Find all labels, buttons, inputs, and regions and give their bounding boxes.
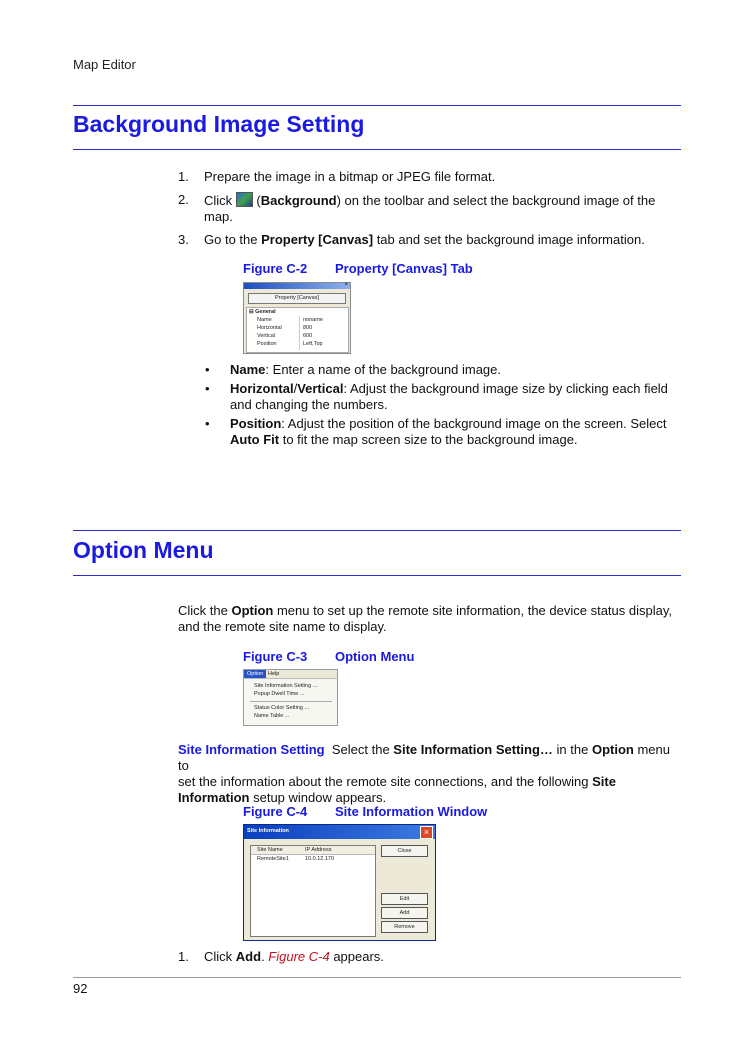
property-value[interactable]: 600 (303, 333, 313, 339)
column-ip-address[interactable]: IP Address (305, 847, 332, 853)
intro-paragraph: Click the Option menu to set up the remote site information, the device status display, and the remote site name to display. (178, 603, 672, 634)
property-key: Vertical (257, 333, 276, 339)
menu-help[interactable]: Help (268, 671, 280, 677)
property-key: Name (257, 317, 272, 323)
bullet-text: Position: Adjust the position of the background image on the screen. Select Auto Fit to fit the map screen size to the background image. (230, 416, 667, 447)
remove-button[interactable]: Remove (381, 921, 428, 933)
section-title-background: Background Image Setting (73, 111, 365, 137)
ip-address-cell[interactable]: 10.0.12.170 (305, 856, 335, 862)
window-title: Site Information (247, 828, 289, 834)
close-icon[interactable]: × (420, 826, 433, 839)
menu-item-site-information[interactable]: Site Information Setting ... (254, 683, 318, 689)
step-text: Click Add. Figure C-4 appears. (204, 949, 384, 964)
running-header: Map Editor (73, 57, 136, 72)
section-rule-top (73, 105, 681, 106)
property-grid (246, 307, 349, 353)
add-button[interactable]: Add (381, 907, 428, 919)
page-number: 92 (73, 981, 88, 996)
bullet-icon: • (205, 381, 210, 396)
step-number: 2. (178, 192, 189, 207)
column-site-name[interactable]: Site Name (257, 847, 283, 853)
menu-item-status-color[interactable]: Status Color Setting ... (254, 705, 310, 711)
figure-caption: Property [Canvas] Tab (335, 261, 473, 276)
menu-separator (250, 701, 332, 702)
window-titlebar (244, 825, 435, 839)
figure-number: Figure C-3 (243, 649, 308, 664)
figure-number: Figure C-2 (243, 261, 308, 276)
option-menu-figure (243, 669, 338, 726)
step-text: Click (Background) on the toolbar and select the background image of the map. (204, 193, 656, 224)
footer-rule (73, 977, 681, 978)
property-value[interactable]: noname (303, 317, 323, 323)
step-number: 1. (178, 949, 189, 964)
section-rule-bottom (73, 575, 681, 576)
edit-button[interactable]: Edit (381, 893, 428, 905)
property-value[interactable]: 800 (303, 325, 313, 331)
site-info-paragraph: Site Information Setting Select the Site Information Setting… in the Option menu to set the information about the remote site connections, and the following Site Information setup window appears. (178, 742, 670, 805)
property-key: Position (257, 341, 277, 347)
step-number: 3. (178, 232, 189, 247)
bullet-icon: • (205, 416, 210, 431)
section-rule-top (73, 530, 681, 531)
site-list-header (251, 846, 375, 855)
figure-number: Figure C-4 (243, 804, 308, 819)
panel-titlebar (244, 283, 350, 289)
background-image-icon (236, 192, 253, 207)
property-key: Horizontal (257, 325, 282, 331)
menu-item-name-table[interactable]: Name Table ... (254, 713, 290, 719)
menu-option[interactable]: Option (244, 670, 266, 678)
figure-caption: Site Information Window (335, 804, 488, 819)
section-title-option-menu: Option Menu (73, 537, 214, 563)
site-name-cell[interactable]: RemoteSite1 (257, 856, 289, 862)
property-value[interactable]: Left,Top (303, 341, 323, 347)
step-text: Go to the Property [Canvas] tab and set the background image information. (204, 232, 645, 247)
property-canvas-button[interactable]: Property [Canvas] (248, 293, 346, 304)
menu-item-popup-dwell[interactable]: Popup Dwell Time ... (254, 691, 305, 697)
step-number: 1. (178, 169, 189, 184)
close-icon[interactable]: × (344, 282, 348, 288)
section-rule-bottom (73, 149, 681, 150)
figure-caption: Option Menu (335, 649, 415, 664)
property-group: ⊟ General (249, 309, 276, 315)
close-button[interactable]: Close (381, 845, 428, 857)
property-panel (243, 282, 351, 354)
bullet-icon: • (205, 362, 210, 377)
grid-divider (299, 316, 300, 350)
step-text: Prepare the image in a bitmap or JPEG file format. (204, 169, 496, 184)
menu-bar (244, 670, 337, 679)
figure-link[interactable]: Figure C-4 (268, 949, 330, 964)
bullet-text: Name: Enter a name of the background image. (230, 362, 502, 377)
bullet-text: Horizontal/Vertical: Adjust the background image size by clicking each field and changing the numbers. (230, 381, 668, 412)
site-list[interactable] (250, 845, 376, 937)
site-information-window (243, 824, 436, 941)
